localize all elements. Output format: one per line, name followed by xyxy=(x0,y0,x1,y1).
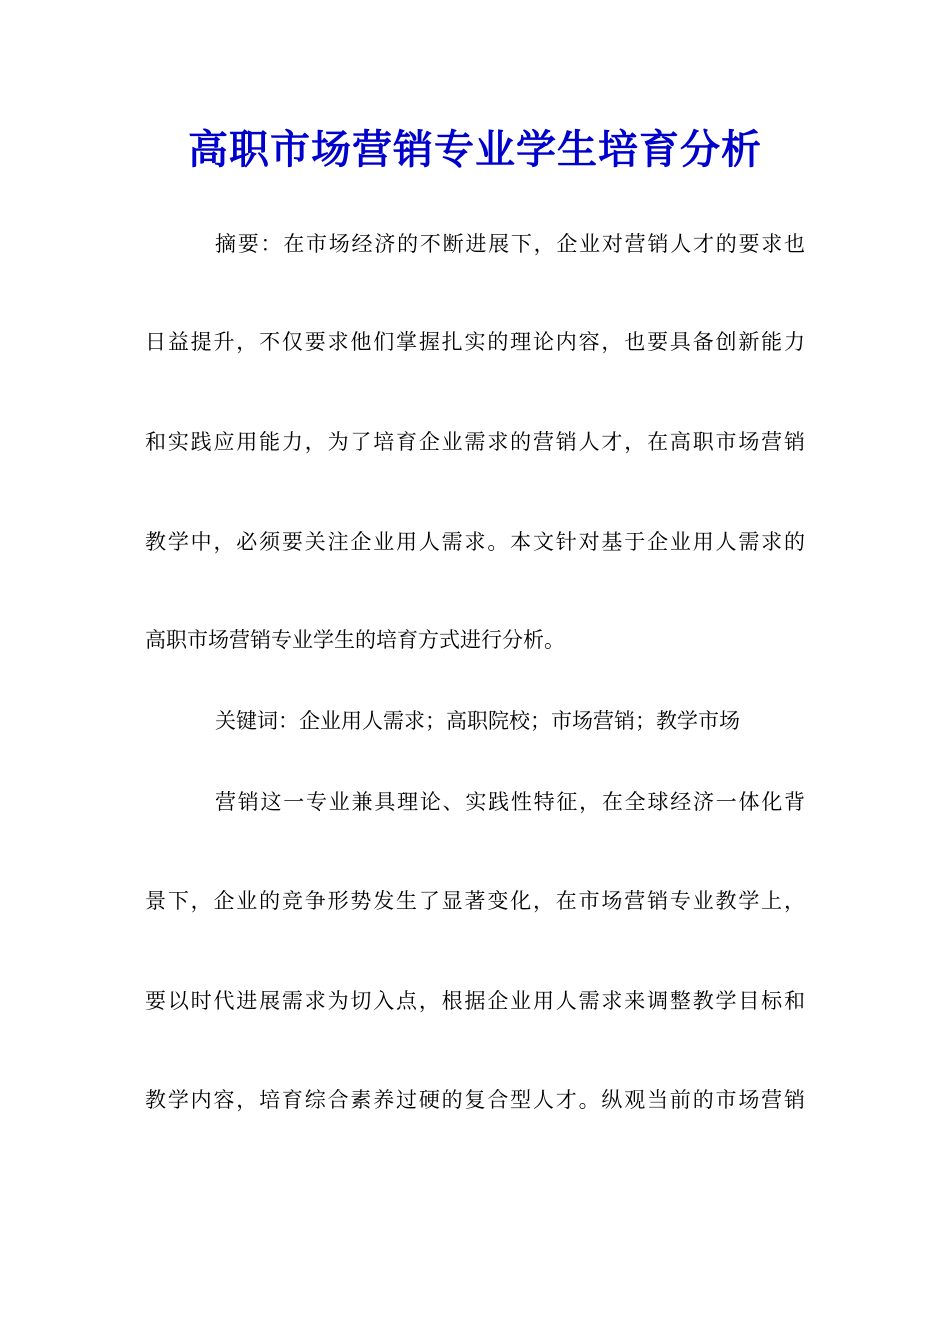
abstract-line: 日益提升，不仅要求他们掌握扎实的理论内容，也要具备创新能力 xyxy=(145,330,805,354)
body-line: 营销这一专业兼具理论、实践性特征，在全球经济一体化背 xyxy=(215,790,805,814)
body-line: 景下，企业的竞争形势发生了显著变化，在市场营销专业教学上， xyxy=(145,889,805,913)
keywords-line: 关键词：企业用人需求；高职院校；市场营销；教学市场 xyxy=(215,709,740,733)
abstract-line: 高职市场营销专业学生的培育方式进行分析。 xyxy=(145,628,565,652)
document-title: 高职市场营销专业学生培育分析 xyxy=(188,126,762,173)
abstract-line: 摘要：在市场经济的不断进展下，企业对营销人才的要求也 xyxy=(215,232,805,256)
body-line: 要以时代进展需求为切入点，根据企业用人需求来调整教学目标和 xyxy=(145,989,805,1013)
abstract-line: 和实践应用能力，为了培育企业需求的营销人才，在高职市场营销 xyxy=(145,430,805,454)
body-line: 教学内容，培育综合素养过硬的复合型人才。纵观当前的市场营销 xyxy=(145,1088,805,1112)
abstract-line: 教学中，必须要关注企业用人需求。本文针对基于企业用人需求的 xyxy=(145,530,805,554)
